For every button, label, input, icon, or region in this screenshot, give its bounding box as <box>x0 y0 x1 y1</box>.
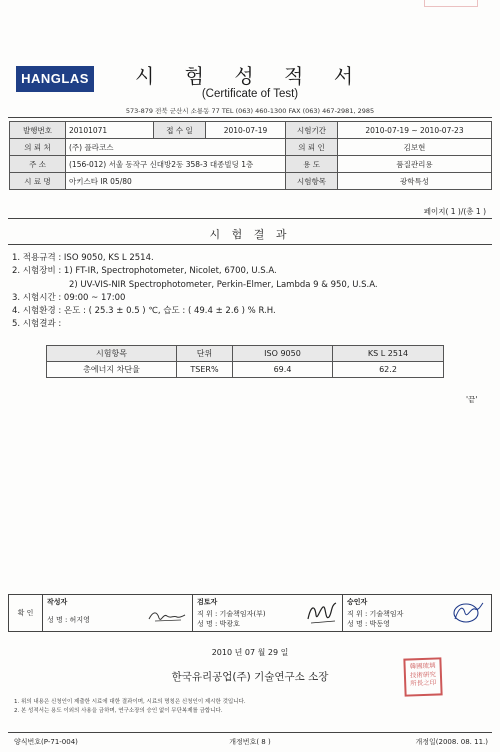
writer-name: 성 명 : 허지영 <box>47 616 90 624</box>
test-period-label: 시험기간 <box>286 122 338 139</box>
results-iso-value: 69.4 <box>233 362 333 378</box>
reviewer-cell <box>193 595 343 632</box>
results-header-unit: 단위 <box>177 346 233 362</box>
address-value: (156-012) 서울 동작구 신대방2동 358-3 대종빌딩 1층 <box>66 156 286 173</box>
results-header-item: 시험항목 <box>47 346 177 362</box>
results-divider <box>8 244 492 245</box>
header-divider <box>8 117 492 118</box>
company-logo: HANGLAS <box>16 66 94 92</box>
usage-value: 품질관리용 <box>338 156 492 173</box>
writer-signature <box>147 607 187 625</box>
approver-label: 승인자 <box>347 598 368 606</box>
results-item: 총에너지 차단율 <box>47 362 177 378</box>
results-unit: TSER% <box>177 362 233 378</box>
notes <box>14 698 246 716</box>
requester-value: 김보현 <box>338 139 492 156</box>
item-environment: 4. 시험환경 : 온도 : ( 25.3 ± 0.5 ) ℃, 습도 : ( 49.4 ± 2.6 ) % R.H. <box>12 306 276 317</box>
sample-value: 아키스타 IR 05/80 <box>66 173 286 190</box>
issuing-organization: 한국유리공업(주) 기술연구소 소장 <box>171 671 329 683</box>
title-english: (Certificate of Test) <box>201 88 299 100</box>
item-time: 3. 시험시간 : 09:00 ~ 17:00 <box>12 292 126 303</box>
approver-title: 직 위 : 기술책임자 <box>347 610 404 618</box>
sample-label: 시 료 명 <box>10 173 66 190</box>
info-table <box>9 121 492 190</box>
results-table <box>46 345 444 378</box>
item-equipment: 2. 시험장비 : 1) FT-IR, Spectrophotometer, Nicolet, 6700, U.S.A. <box>12 266 277 277</box>
test-item-value: 광학특성 <box>338 173 492 190</box>
note-2: 2. 본 성적서는 용도 이외의 사용을 금하며, 연구소장의 승인 없이 무단복제를 금합니다. <box>14 708 223 714</box>
title-korean: 시 험 성 적 서 <box>134 64 366 88</box>
requester-label: 의 뢰 인 <box>286 139 338 156</box>
test-item-label: 시험항목 <box>286 173 338 190</box>
test-period-value: 2010-07-19 ~ 2010-07-23 <box>338 122 492 139</box>
signature-row <box>9 595 492 632</box>
form-number: 양식번호(P-71-004) <box>14 738 78 746</box>
confirm-label: 확 인 <box>9 595 43 632</box>
client-label: 의 뢰 처 <box>10 139 66 156</box>
test-items-list <box>12 252 378 332</box>
info-row-4 <box>10 173 492 190</box>
receipt-date-value: 2010-07-19 <box>206 122 286 139</box>
item-standard: 1. 적용규격 : ISO 9050, KS L 2514. <box>12 253 154 263</box>
address-label: 주 소 <box>10 156 66 173</box>
info-row-2 <box>10 139 492 156</box>
info-row-3 <box>10 156 492 173</box>
writer-label: 작성자 <box>47 598 68 606</box>
reviewer-name: 성 명 : 박광호 <box>197 620 240 628</box>
item-equipment-2: 2) UV-VIS-NIR Spectrophotometer, Perkin-Elmer, Lambda 9 & 950, U.S.A. <box>69 279 378 290</box>
end-mark: '끝' <box>466 395 478 404</box>
report-no-value: 20101071 <box>66 122 154 139</box>
item-result: 5. 시험결과 : <box>12 319 62 330</box>
results-title: 시 험 결 과 <box>209 228 291 241</box>
client-value: (주) 플라코스 <box>66 139 286 156</box>
results-ks-value: 62.2 <box>333 362 444 378</box>
writer-cell <box>43 595 193 632</box>
approver-name: 성 명 : 박동영 <box>347 620 390 628</box>
approver-cell <box>343 595 492 632</box>
results-header-row <box>47 346 444 362</box>
reviewer-label: 검토자 <box>197 598 218 606</box>
red-stamp-fragment <box>424 0 478 7</box>
note-1: 1. 위의 내용은 신청인이 제출한 시료에 대한 결과이며, 시료의 명칭은 신청인이 제시한 것입니다. <box>14 699 246 705</box>
results-header-iso: ISO 9050 <box>233 346 333 362</box>
official-seal: 韓國琉璃 技術硏究 所長之印 <box>403 657 442 696</box>
reviewer-title: 직 위 : 기술책임자(부) <box>197 610 266 618</box>
revision-date: 개정일(2008. 08. 11.) <box>415 738 488 746</box>
footer-divider <box>8 732 492 733</box>
results-data-row <box>47 362 444 378</box>
reviewer-signature <box>305 599 339 627</box>
report-no-label: 발행번호 <box>10 122 66 139</box>
info-row-1 <box>10 122 492 139</box>
results-header-ks: KS L 2514 <box>333 346 444 362</box>
receipt-date-label: 접 수 일 <box>154 122 206 139</box>
company-address: 573-879 전북 군산시 소룡동 77 TEL (063) 460-1300 FAX (063) 467-2981, 2985 <box>125 107 375 115</box>
page-indicator: 페이지( 1 )/(총 1 ) <box>423 207 486 216</box>
signature-table <box>8 594 492 632</box>
section-divider <box>8 218 492 219</box>
approver-signature <box>449 599 485 627</box>
usage-label: 용 도 <box>286 156 338 173</box>
revision-number: 개정번호( 8 ) <box>229 738 271 746</box>
issue-date: 2010 년 07 월 29 일 <box>211 648 289 657</box>
